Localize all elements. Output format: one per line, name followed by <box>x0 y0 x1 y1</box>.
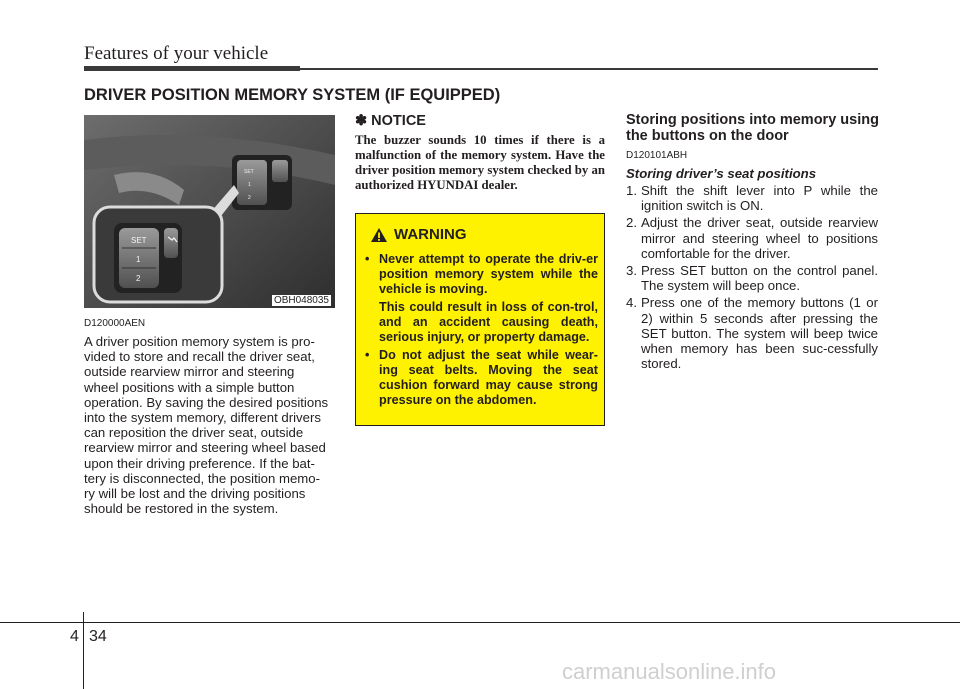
door-panel-figure <box>84 115 335 308</box>
svg-text:2: 2 <box>248 195 251 201</box>
svg-text:SET: SET <box>244 169 254 175</box>
warning-box <box>355 213 605 426</box>
header-title: Features of your vehicle <box>84 43 269 64</box>
figure-code: OBH048035 <box>273 295 329 306</box>
svg-text:1: 1 <box>248 182 251 188</box>
set-label: SET <box>131 236 147 245</box>
warning-title: WARNING <box>394 226 467 243</box>
step-item: 2. Adjust the driver seat, outside rearview mirror and steering wheel to positions comfortable for the driver. <box>626 215 878 261</box>
storing-steps <box>626 183 878 373</box>
notice-body: The buzzer sounds 10 times if there is a malfunction of the memory system. Have the driver position memory system checked by an authorized HYUNDAI dealer. <box>355 133 605 192</box>
footer-rule <box>0 622 960 623</box>
storing-subheading: Storing driver’s seat positions <box>626 166 817 181</box>
step-item: 3. Press SET button on the control panel. The system will beep once. <box>626 263 878 294</box>
intro-paragraph: A driver position memory system is pro- vided to store and recall the driver seat, outside rearview mirror and steering wheel positions with a simple button operation. By saving the desired positions into the system memory, different drivers can reposition the driver seat, outside rearview mirror and steering wheel based upon their driving preference. If the bat- tery is disconnected, the position memo- ry will be lost and the driving positions should be restored in the system. <box>84 334 329 517</box>
chapter-number: 4 <box>70 628 79 645</box>
step-item: 1. Shift the shift lever into P while the ignition switch is ON. <box>626 183 878 214</box>
step-item: 4. Press one of the memory buttons (1 or 2) within 5 seconds after pressing the SET button. The system will beep twice when memory has been suc-cessfully stored. <box>626 295 878 372</box>
page-number: 34 <box>89 628 107 645</box>
memory-2-label: 2 <box>136 274 141 283</box>
memory-1-label: 1 <box>136 255 141 264</box>
warning-triangle-icon <box>370 227 388 243</box>
watermark: carmanualsonline.info <box>562 659 777 684</box>
warning-item: • Do not adjust the seat while wear-ing seat belts. Moving the seat cushion forward may cause strong pressure on the abdomen. <box>365 348 598 407</box>
warning-item: • Never attempt to operate the driv-er position memory system while the vehicle is moving. This could result in loss of con-trol, and an accident causing death, serious injury, or property damage. <box>365 252 598 344</box>
storing-code: D120101ABH <box>626 150 688 161</box>
intro-code: D120000AEN <box>84 318 146 329</box>
notice-title: ✽ NOTICE <box>355 113 426 129</box>
footer-divider <box>83 612 84 689</box>
storing-heading: Storing positions into memory using the buttons on the door <box>626 112 879 144</box>
section-title: DRIVER POSITION MEMORY SYSTEM (IF EQUIPPED) <box>84 86 501 104</box>
header-rule <box>84 66 878 71</box>
